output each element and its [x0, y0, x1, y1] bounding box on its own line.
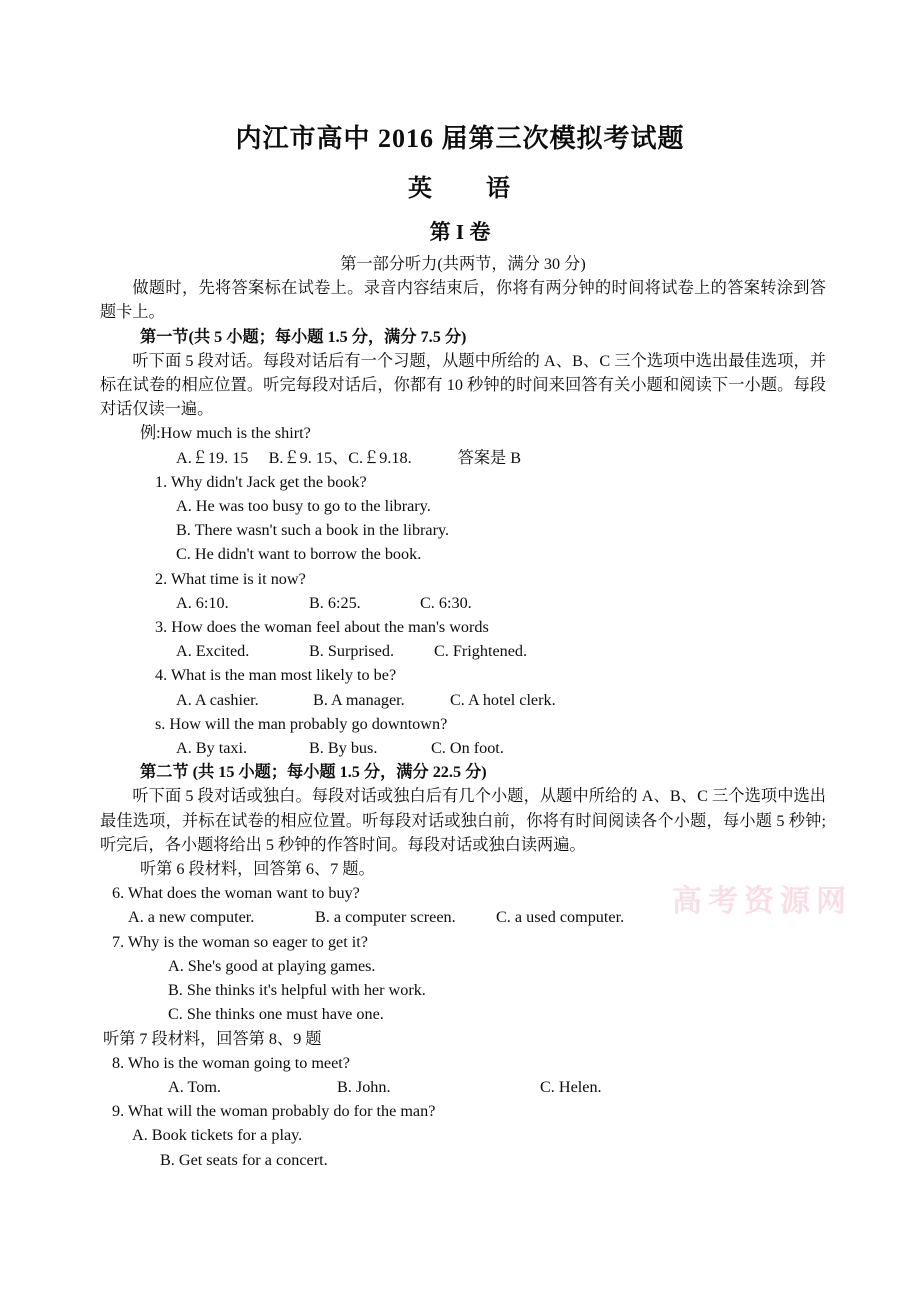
question-text: How does the woman feel about the man's words — [171, 618, 489, 637]
option-item[interactable]: B. Get seats for a concert. — [160, 1150, 328, 1169]
example-options: A.￡19. 15 B.￡9. 15、C.￡9.18. — [176, 448, 412, 467]
option-item[interactable]: C. Helen. — [540, 1077, 602, 1096]
paper-section-heading: 第 I 卷 — [429, 220, 491, 244]
section1-instruction: 听下面 5 段对话。每段对话后有一个习题，从题中所给的 A、B、C 三个选项中选出最佳选项，并标在试卷的相应位置。听完每段对话后，你都有 10 秒钟的时间来回答有关小题和阅读下一小题。每段对话仅读一遍。 — [100, 351, 826, 419]
question-number: 4. — [155, 666, 168, 685]
example-options-row — [100, 446, 826, 470]
question-stem — [100, 663, 826, 687]
option-item[interactable]: C. He didn't want to borrow the book. — [176, 545, 422, 564]
question-stem — [100, 470, 826, 494]
exam-body — [100, 252, 826, 1172]
subject-title: 英 语 — [408, 176, 512, 202]
material-7-label: 听第 7 段材料，回答第 8、9 题 — [103, 1029, 322, 1048]
option-item[interactable]: B. A manager. — [313, 690, 405, 709]
question-number: 6. — [112, 884, 125, 903]
question-number: 1. — [155, 472, 168, 491]
option-item[interactable]: B. John. — [337, 1077, 391, 1096]
question-text: How will the man probably go downtown? — [169, 714, 448, 733]
section2-heading: 第二节 (共 15 小题；每小题 1.5 分，满分 22.5 分) — [140, 763, 487, 782]
question-stem — [100, 881, 826, 905]
option-row — [100, 905, 826, 929]
option-item[interactable]: C. 6:30. — [420, 593, 472, 612]
example-answer: 答案是 B — [457, 448, 522, 467]
option-item[interactable]: C. On foot. — [431, 739, 504, 758]
option-item[interactable]: A. Excited. — [176, 642, 250, 661]
question-text: Who is the woman going to meet? — [127, 1053, 350, 1072]
option-row — [100, 591, 826, 615]
option-item[interactable]: C. She thinks one must have one. — [168, 1005, 384, 1024]
question-number: s. — [155, 714, 166, 733]
part1-instruction: 做题时，先将答案标在试卷上。录音内容结束后，你将有两分钟的时间将试卷上的答案转涂到答题卡上。 — [100, 279, 826, 322]
question-number: 7. — [112, 932, 125, 951]
option-item[interactable]: B. Surprised. — [309, 642, 394, 661]
page-title: 内江市高中 2016 届第三次模拟考试题 — [235, 124, 685, 153]
question-stem — [100, 1099, 826, 1123]
example-question: 例:How much is the shirt? — [140, 424, 311, 443]
part1-heading: 第一部分听力(共两节，满分 30 分) — [340, 255, 586, 273]
option-item[interactable]: B. There wasn't such a book in the library. — [176, 521, 450, 540]
question-stem — [100, 712, 826, 736]
question-stem — [100, 567, 826, 591]
section2-instruction: 听下面 5 段对话或独白。每段对话或独白后有几个小题，从题中所给的 A、B、C 三个选项中选出最佳选项，并标在试卷的相应位置。听每段对话或独白前，你将有时间阅读各个小题，每小题 5 秒钟;听完后，各小题将给出 5 秒钟的作答时间。每段对话或独白读两遍。 — [100, 787, 826, 854]
section1-heading: 第一节(共 5 小题；每小题 1.5 分，满分 7.5 分) — [140, 327, 467, 346]
question-stem — [100, 1051, 826, 1075]
material-6-label: 听第 6 段材料，回答第 6、7 题。 — [140, 860, 375, 879]
option-item[interactable]: B. 6:25. — [309, 593, 361, 612]
option-row — [100, 688, 826, 712]
option-item[interactable]: B. a computer screen. — [315, 908, 456, 927]
option-row — [100, 1075, 826, 1099]
option-item[interactable]: B. By bus. — [309, 739, 378, 758]
option-item[interactable]: A. A cashier. — [176, 690, 259, 709]
option-item[interactable]: A. 6:10. — [176, 593, 229, 612]
question-text: What time is it now? — [170, 569, 306, 588]
question-number: 9. — [112, 1102, 125, 1121]
option-row — [100, 639, 826, 663]
option-item[interactable]: C. Frightened. — [434, 642, 528, 661]
question-text: What will the woman probably do for the man? — [127, 1102, 436, 1121]
option-row — [100, 736, 826, 760]
option-item[interactable]: A. Tom. — [168, 1077, 221, 1096]
question-number: 3. — [155, 618, 168, 637]
watermark-text: 高考资源网 — [672, 885, 852, 918]
question-text: Why didn't Jack get the book? — [170, 472, 367, 491]
question-number: 2. — [155, 569, 168, 588]
question-text: What does the woman want to buy? — [127, 884, 360, 903]
question-text: Why is the woman so eager to get it? — [127, 932, 368, 951]
question-text: What is the man most likely to be? — [170, 666, 397, 685]
option-item[interactable]: A. Book tickets for a play. — [132, 1126, 303, 1145]
option-item[interactable]: B. She thinks it's helpful with her work. — [168, 981, 426, 1000]
option-item[interactable]: A. By taxi. — [176, 739, 248, 758]
option-item[interactable]: C. A hotel clerk. — [450, 690, 556, 709]
option-item[interactable]: C. a used computer. — [496, 908, 625, 927]
option-item[interactable]: A. a new computer. — [128, 908, 255, 927]
question-number: 8. — [112, 1053, 125, 1072]
question-stem — [100, 930, 826, 954]
option-item[interactable]: A. She's good at playing games. — [168, 956, 376, 975]
question-stem — [100, 615, 826, 639]
option-item[interactable]: A. He was too busy to go to the library. — [176, 497, 431, 516]
